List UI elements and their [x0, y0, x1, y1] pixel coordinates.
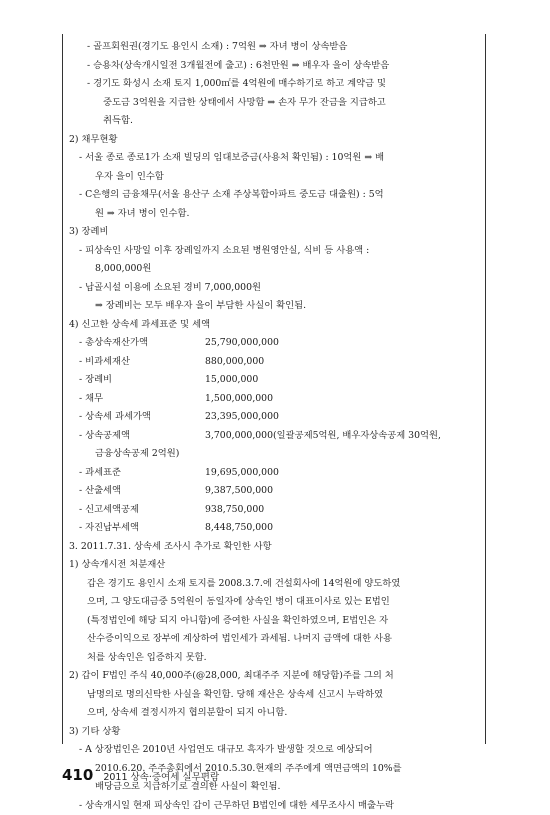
line-amount: 938,750,000 — [205, 504, 264, 515]
text-line: 배당금으로 지급하기로 결의한 사실이 확인됨. — [69, 778, 477, 797]
line-amount: 9,387,500,000 — [205, 485, 273, 496]
line-amount: 880,000,000 — [205, 356, 264, 367]
text-line: - 경기도 화성시 소재 토지 1,000㎡를 4억원에 매수하기로 하고 계약금 및 — [69, 75, 477, 94]
text-line — [69, 427, 477, 446]
text-line: 남명의로 명의신탁한 사실을 확인함. 당해 재산은 상속세 신고시 누락하였 — [69, 686, 477, 705]
text-line: (특정법인에 해당 되지 아니함)에 증여한 사실을 확인하였으며, E법인은 자 — [69, 612, 477, 631]
text-line: 처를 상속인은 입증하지 못함. — [69, 649, 477, 668]
text-line: 3. 2011.7.31. 상속세 조사시 추가로 확인한 사항 — [69, 538, 477, 557]
line-label: - 상속공제액 — [79, 427, 205, 446]
text-line — [69, 464, 477, 483]
text-line: 3) 장례비 — [69, 223, 477, 242]
text-line: - 골프회원권(경기도 용인시 소재) : 7억원 ⇒ 자녀 병이 상속받음 — [69, 38, 477, 57]
text-line: 금융상속공제 2억원) — [69, 445, 477, 464]
text-line: - A 상장법인은 2010년 사업연도 대규모 흑자가 발생할 것으로 예상되어 — [69, 741, 477, 760]
line-amount: 23,395,000,000 — [205, 411, 279, 422]
text-line: 으며, 상속세 결정시까지 협의분할이 되지 아니함. — [69, 704, 477, 723]
line-amount: 25,790,000,000 — [205, 337, 279, 348]
text-line: ⇒ 장례비는 모두 배우자 을이 부담한 사실이 확인됨. — [69, 297, 477, 316]
text-line: 중도금 3억원을 지급한 상태에서 사망함 ⇒ 손자 무가 잔금을 지급하고 — [69, 94, 477, 113]
text-line — [69, 390, 477, 409]
line-amount: 1,500,000,000 — [205, 393, 273, 404]
line-label: - 자진납부세액 — [79, 519, 205, 538]
text-line: 취득함. — [69, 112, 477, 131]
text-line: - 납골시설 이용에 소요된 경비 7,000,000원 — [69, 279, 477, 298]
text-line: 4) 신고한 상속세 과세표준 및 세액 — [69, 316, 477, 335]
text-line — [69, 334, 477, 353]
text-line: 3) 기타 상황 — [69, 723, 477, 742]
text-line: - C은행의 금융채무(서울 용산구 소재 주상복합아파트 중도금 대출원) : 5억 — [69, 186, 477, 205]
text-line: - 상속개시일 현재 피상속인 갑이 근무하던 B법인에 대한 세무조사시 매출누락 — [69, 797, 477, 815]
text-line: 2) 채무현황 — [69, 131, 477, 150]
text-line — [69, 519, 477, 538]
page-footer — [62, 766, 219, 786]
book-title: 2011 상속·증여세 실무편람 — [103, 769, 219, 783]
line-amount: 15,000,000 — [205, 374, 258, 385]
text-line: 우자 을이 인수함 — [69, 168, 477, 187]
line-label: - 장례비 — [79, 371, 205, 390]
text-line: - 승용차(상속개시일전 3개월전에 출고) : 6천만원 ⇒ 배우자 을이 상속받음 — [69, 57, 477, 76]
text-line — [69, 482, 477, 501]
text-line: 원 ⇒ 자녀 병이 인수함. — [69, 205, 477, 224]
text-line: 2) 갑이 F법인 주식 40,000주(@28,000, 최대주주 지분에 해당함)주를 그의 처 — [69, 667, 477, 686]
text-line: 산수증이익으로 장부에 계상하여 법인세가 과세됨. 나머지 금액에 대한 사용 — [69, 630, 477, 649]
line-amount: 3,700,000,000 — [205, 430, 273, 441]
text-line: 1) 상속개시전 처분재산 — [69, 556, 477, 575]
line-label: - 비과세재산 — [79, 353, 205, 372]
text-line: - 서울 종로 종로1가 소재 빌딩의 임대보증금(사용처 확인됨) : 10억원 ⇒ 배 — [69, 149, 477, 168]
line-label: - 채무 — [79, 390, 205, 409]
page-content — [69, 38, 477, 815]
text-line: 으며, 그 양도대금중 5억원이 동일자에 상속인 병이 대표이사로 있는 E법인 — [69, 593, 477, 612]
text-line: - 피상속인 사망일 이후 장례일까지 소요된 병원영안실, 식비 등 사용액 : — [69, 242, 477, 261]
line-label: - 신고세액공제 — [79, 501, 205, 520]
text-line: 갑은 경기도 용인시 소재 토지를 2008.3.7.에 건설회사에 14억원에 양도하였 — [69, 575, 477, 594]
page-frame — [62, 34, 486, 744]
text-line: 8,000,000원 — [69, 260, 477, 279]
text-line — [69, 501, 477, 520]
text-line: 2010.6.20. 주주총회에서 2010.5.30.현재의 주주에게 액면금액의 10%를 — [69, 760, 477, 779]
line-label: - 과세표준 — [79, 464, 205, 483]
line-label: - 산출세액 — [79, 482, 205, 501]
text-line — [69, 353, 477, 372]
line-label: - 상속세 과세가액 — [79, 408, 205, 427]
line-label: - 총상속재산가액 — [79, 334, 205, 353]
line-amount: 19,695,000,000 — [205, 467, 279, 478]
page-number: 410 — [62, 766, 93, 784]
line-amount: 8,448,750,000 — [205, 522, 273, 533]
line-note: (일괄공제5억원, 배우자상속공제 30억원, — [273, 430, 441, 441]
text-line — [69, 371, 477, 390]
text-line — [69, 408, 477, 427]
